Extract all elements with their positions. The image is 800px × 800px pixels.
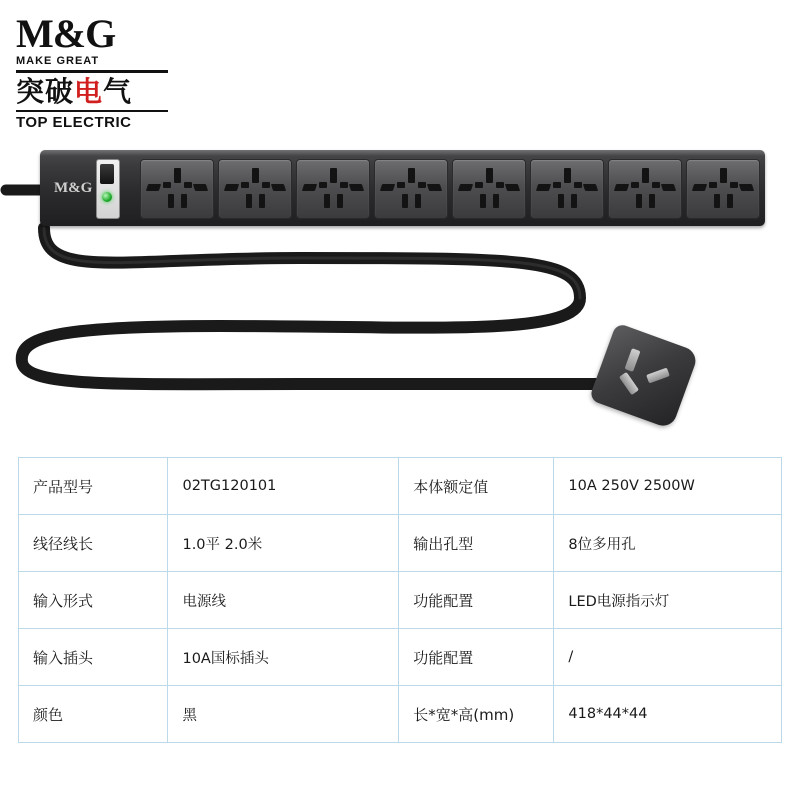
spec-key: 输出孔型 — [399, 515, 554, 572]
specification-table — [18, 457, 782, 743]
socket-slot-top — [330, 168, 337, 183]
spec-key: 产品型号 — [19, 458, 168, 515]
socket-slot-left — [380, 184, 395, 191]
logo-cn-char-3: 电 — [74, 75, 104, 108]
power-plug — [600, 335, 688, 417]
socket-slot-left — [146, 184, 161, 191]
socket-slot-bottom-right — [649, 194, 655, 208]
socket-slot-right — [427, 184, 442, 191]
socket-slot-bottom-right — [493, 194, 499, 208]
socket-slot-bottom-right — [571, 194, 577, 208]
socket-slot-right — [739, 184, 754, 191]
socket-slot-bottom-right — [259, 194, 265, 208]
table-row — [19, 629, 782, 686]
strip-brand-label: M&G — [54, 180, 93, 196]
socket-slot-mid-right — [496, 182, 504, 188]
logo-top-electric-text: TOP ELECTRIC — [16, 114, 132, 131]
led-indicator-icon — [102, 192, 112, 202]
spec-key: 线径线长 — [19, 515, 168, 572]
socket-slot-mid-left — [163, 182, 171, 188]
socket-slot-right — [583, 184, 598, 191]
socket-slot-mid-left — [397, 182, 405, 188]
socket-slot-mid-right — [184, 182, 192, 188]
logo-cn-char-4: 气 — [103, 75, 133, 108]
spec-value: 10A国标插头 — [168, 629, 399, 686]
spec-key: 功能配置 — [399, 629, 554, 686]
socket-slot-mid-left — [709, 182, 717, 188]
socket-slot-mid-left — [319, 182, 327, 188]
socket-slot-top — [486, 168, 493, 183]
socket-outlet-4 — [374, 159, 448, 219]
socket-slot-top — [408, 168, 415, 183]
socket-slot-bottom-left — [636, 194, 642, 208]
socket-slot-right — [193, 184, 208, 191]
socket-outlet-6 — [530, 159, 604, 219]
socket-slot-bottom-right — [415, 194, 421, 208]
socket-slot-bottom-left — [168, 194, 174, 208]
spec-key: 本体额定值 — [399, 458, 554, 515]
socket-slot-right — [349, 184, 364, 191]
socket-slot-mid-left — [475, 182, 483, 188]
spec-value: 黑 — [168, 686, 399, 743]
socket-outlet-5 — [452, 159, 526, 219]
socket-slot-left — [692, 184, 707, 191]
spec-value: 电源线 — [168, 572, 399, 629]
socket-slot-bottom-left — [558, 194, 564, 208]
socket-slot-bottom-left — [402, 194, 408, 208]
spec-value: 1.0平 2.0米 — [168, 515, 399, 572]
socket-slot-left — [224, 184, 239, 191]
socket-slot-top — [720, 168, 727, 183]
socket-slot-mid-right — [652, 182, 660, 188]
table-row — [19, 686, 782, 743]
socket-slot-bottom-left — [714, 194, 720, 208]
strip-highlight — [40, 150, 765, 156]
socket-slot-top — [642, 168, 649, 183]
socket-outlet-1 — [140, 159, 214, 219]
socket-slot-bottom-left — [246, 194, 252, 208]
socket-slot-bottom-right — [337, 194, 343, 208]
table-row — [19, 458, 782, 515]
logo-tagline: MAKE GREAT — [16, 55, 100, 67]
socket-slot-mid-right — [340, 182, 348, 188]
table-row — [19, 572, 782, 629]
socket-slot-top — [174, 168, 181, 183]
spec-key: 输入插头 — [19, 629, 168, 686]
socket-slot-left — [302, 184, 317, 191]
socket-slot-mid-right — [418, 182, 426, 188]
socket-slot-right — [505, 184, 520, 191]
socket-slot-bottom-left — [324, 194, 330, 208]
spec-key: 长*宽*高(mm) — [399, 686, 554, 743]
plug-housing — [589, 322, 700, 429]
logo-mg-text: M&G — [16, 11, 116, 56]
product-image — [0, 130, 800, 450]
spec-value: / — [554, 629, 782, 686]
logo-cn-char-1: 突 — [16, 75, 46, 108]
socket-outlet-3 — [296, 159, 370, 219]
spec-key: 功能配置 — [399, 572, 554, 629]
socket-slot-right — [661, 184, 676, 191]
brand-logo — [16, 11, 176, 131]
spec-value: 02TG120101 — [168, 458, 399, 515]
socket-slot-mid-left — [553, 182, 561, 188]
power-strip-body — [40, 150, 765, 226]
logo-divider-bottom — [16, 110, 168, 112]
socket-slot-right — [271, 184, 286, 191]
power-switch[interactable] — [96, 159, 120, 219]
spec-key: 输入形式 — [19, 572, 168, 629]
spec-key: 颜色 — [19, 686, 168, 743]
socket-slot-mid-left — [241, 182, 249, 188]
socket-slot-mid-right — [730, 182, 738, 188]
socket-slot-bottom-right — [727, 194, 733, 208]
logo-divider-top — [16, 70, 168, 73]
socket-slot-mid-right — [574, 182, 582, 188]
logo-cn-char-2: 破 — [45, 75, 75, 108]
socket-slot-bottom-right — [181, 194, 187, 208]
socket-slot-mid-left — [631, 182, 639, 188]
logo-chinese-name — [16, 77, 176, 107]
socket-slot-top — [564, 168, 571, 183]
socket-slot-mid-right — [262, 182, 270, 188]
socket-outlet-2 — [218, 159, 292, 219]
socket-slot-left — [458, 184, 473, 191]
switch-rocker[interactable] — [100, 164, 114, 184]
spec-value: LED电源指示灯 — [554, 572, 782, 629]
socket-slot-left — [614, 184, 629, 191]
spec-value: 8位多用孔 — [554, 515, 782, 572]
socket-slot-left — [536, 184, 551, 191]
socket-outlet-7 — [608, 159, 682, 219]
table-row — [19, 515, 782, 572]
socket-slot-top — [252, 168, 259, 183]
spec-value: 10A 250V 2500W — [554, 458, 782, 515]
spec-value: 418*44*44 — [554, 686, 782, 743]
socket-slot-bottom-left — [480, 194, 486, 208]
socket-outlet-8 — [686, 159, 760, 219]
